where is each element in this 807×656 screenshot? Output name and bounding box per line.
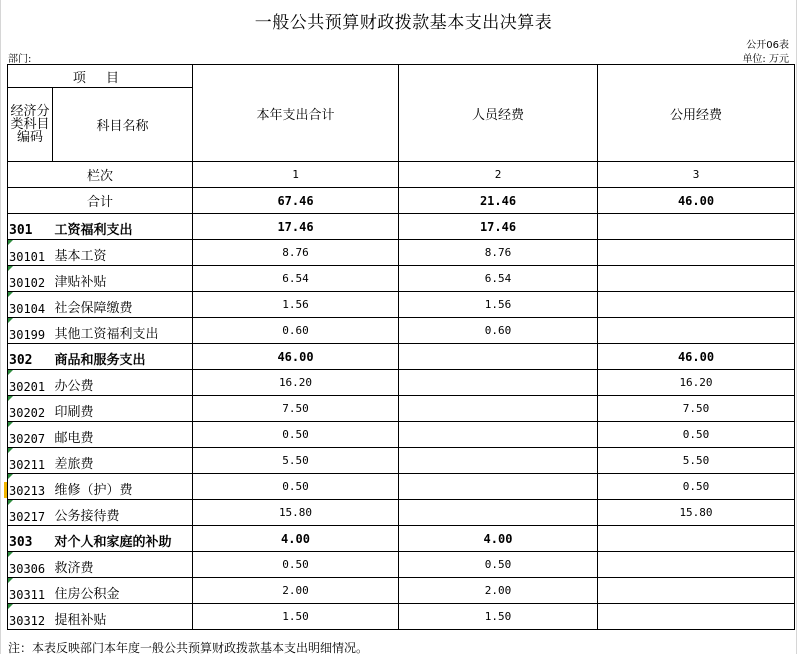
sum-label: 合计 (8, 188, 193, 214)
row-total: 15.80 (193, 500, 399, 526)
table-row (8, 578, 795, 604)
row-name: 印刷费 (53, 396, 193, 422)
table-row (8, 474, 795, 500)
row-public (598, 318, 795, 344)
row-public: 0.50 (598, 474, 795, 500)
sum-row (8, 188, 795, 214)
cell-marker (8, 396, 13, 401)
cell-marker (8, 240, 13, 245)
row-total: 17.46 (193, 214, 399, 240)
row-total: 46.00 (193, 344, 399, 370)
row-personnel: 17.46 (399, 214, 598, 240)
row-code (8, 578, 53, 604)
row-code (8, 240, 53, 266)
row-number-1: 1 (193, 162, 399, 188)
row-code (8, 422, 53, 448)
row-personnel: 1.56 (399, 292, 598, 318)
row-total: 5.50 (193, 448, 399, 474)
row-code (8, 396, 53, 422)
row-total: 2.00 (193, 578, 399, 604)
header-row-item (8, 65, 795, 88)
table-row (8, 266, 795, 292)
sheet-left-gridline (0, 0, 1, 654)
sum-total: 67.46 (193, 188, 399, 214)
row-total: 6.54 (193, 266, 399, 292)
row-personnel: 8.76 (399, 240, 598, 266)
row-code-text: 30102 (9, 276, 46, 290)
row-personnel: 2.00 (399, 578, 598, 604)
row-number-3: 3 (598, 162, 795, 188)
row-name: 商品和服务支出 (53, 344, 193, 370)
row-code-text: 30104 (9, 302, 46, 316)
department-label: 部门: (8, 54, 32, 65)
row-code (8, 344, 53, 370)
cell-marker (8, 552, 13, 557)
row-personnel: 0.50 (399, 552, 598, 578)
public-header: 公用经费 (598, 65, 795, 162)
row-personnel (399, 422, 598, 448)
form-number: 公开06表 (746, 40, 789, 51)
row-name: 基本工资 (53, 240, 193, 266)
unit-label: 单位: 万元 (742, 54, 789, 65)
row-name: 其他工资福利支出 (53, 318, 193, 344)
row-number-label: 栏次 (8, 162, 193, 188)
row-personnel (399, 448, 598, 474)
row-personnel: 4.00 (399, 526, 598, 552)
row-code-text: 30199 (9, 328, 46, 342)
table-row (8, 526, 795, 552)
row-total: 1.56 (193, 292, 399, 318)
row-name: 对个人和家庭的补助 (53, 526, 193, 552)
row-code (8, 318, 53, 344)
row-name: 公务接待费 (53, 500, 193, 526)
row-total: 0.50 (193, 552, 399, 578)
expenditure-table (7, 64, 795, 630)
table-row (8, 422, 795, 448)
cell-marker (8, 474, 13, 479)
row-name: 办公费 (53, 370, 193, 396)
row-code-text: 301 (9, 223, 33, 238)
row-code-text: 30101 (9, 250, 46, 264)
row-name: 工资福利支出 (53, 214, 193, 240)
row-personnel: 1.50 (399, 604, 598, 630)
table-row (8, 500, 795, 526)
code-header: 经济分类科目编码 (8, 88, 53, 162)
table-row (8, 240, 795, 266)
row-code-text: 30201 (9, 380, 46, 394)
total-header: 本年支出合计 (193, 65, 399, 162)
row-total: 0.50 (193, 474, 399, 500)
row-code (8, 292, 53, 318)
row-total: 1.50 (193, 604, 399, 630)
row-public (598, 214, 795, 240)
row-code-text: 30202 (9, 406, 46, 420)
row-name: 差旅费 (53, 448, 193, 474)
row-personnel: 6.54 (399, 266, 598, 292)
cell-marker (8, 422, 13, 427)
row-code (8, 266, 53, 292)
row-total: 0.50 (193, 422, 399, 448)
row-code (8, 214, 53, 240)
row-total: 7.50 (193, 396, 399, 422)
row-public: 5.50 (598, 448, 795, 474)
row-code-text: 30207 (9, 432, 46, 446)
row-public: 0.50 (598, 422, 795, 448)
row-name: 救济费 (53, 552, 193, 578)
row-total: 8.76 (193, 240, 399, 266)
cell-marker (8, 370, 13, 375)
cell-marker (8, 318, 13, 323)
row-code (8, 474, 53, 500)
table-row (8, 370, 795, 396)
page-title: 一般公共预算财政拨款基本支出决算表 (254, 13, 553, 33)
row-total: 0.60 (193, 318, 399, 344)
row-public (598, 604, 795, 630)
name-header: 科目名称 (53, 88, 193, 162)
sum-public: 46.00 (598, 188, 795, 214)
row-total: 4.00 (193, 526, 399, 552)
row-code-text: 30213 (9, 484, 46, 498)
row-code (8, 526, 53, 552)
row-code-text: 30306 (9, 562, 46, 576)
table-row (8, 214, 795, 240)
row-name: 提租补贴 (53, 604, 193, 630)
row-personnel (399, 396, 598, 422)
row-code (8, 370, 53, 396)
row-code (8, 604, 53, 630)
row-code (8, 552, 53, 578)
row-public (598, 266, 795, 292)
cell-marker (8, 266, 13, 271)
cell-marker (8, 292, 13, 297)
row-code (8, 448, 53, 474)
row-name: 津贴补贴 (53, 266, 193, 292)
row-code-text: 30211 (9, 458, 46, 472)
row-public (598, 292, 795, 318)
row-personnel: 0.60 (399, 318, 598, 344)
row-code-text: 302 (9, 353, 33, 368)
table-row (8, 396, 795, 422)
sum-personnel: 21.46 (399, 188, 598, 214)
table-note: 注：本表反映部门本年度一般公共预算财政拨款基本支出明细情况。 (8, 641, 369, 655)
row-public (598, 240, 795, 266)
row-public: 16.20 (598, 370, 795, 396)
row-personnel (399, 344, 598, 370)
row-name: 邮电费 (53, 422, 193, 448)
row-personnel (399, 500, 598, 526)
table-row (8, 318, 795, 344)
row-public (598, 552, 795, 578)
row-name: 维修（护）费 (53, 474, 193, 500)
personnel-header: 人员经费 (399, 65, 598, 162)
cell-marker (8, 500, 13, 505)
row-public: 46.00 (598, 344, 795, 370)
row-personnel (399, 370, 598, 396)
row-code-text: 30311 (9, 588, 46, 602)
row-name: 住房公积金 (53, 578, 193, 604)
row-total: 16.20 (193, 370, 399, 396)
item-header: 项 目 (8, 65, 193, 88)
row-number-row (8, 162, 795, 188)
table-row (8, 344, 795, 370)
row-code (8, 500, 53, 526)
cell-marker (8, 604, 13, 609)
table-row (8, 448, 795, 474)
row-name: 社会保障缴费 (53, 292, 193, 318)
sheet-right-gridline (796, 0, 797, 654)
cell-marker (8, 578, 13, 583)
table-row (8, 604, 795, 630)
row-number-2: 2 (399, 162, 598, 188)
table-row (8, 552, 795, 578)
cell-marker (8, 448, 13, 453)
table-row (8, 292, 795, 318)
row-public: 7.50 (598, 396, 795, 422)
row-code-text: 30217 (9, 510, 46, 524)
row-code-text: 30312 (9, 614, 46, 628)
row-public (598, 526, 795, 552)
row-public: 15.80 (598, 500, 795, 526)
row-personnel (399, 474, 598, 500)
row-code-text: 303 (9, 535, 33, 550)
row-public (598, 578, 795, 604)
